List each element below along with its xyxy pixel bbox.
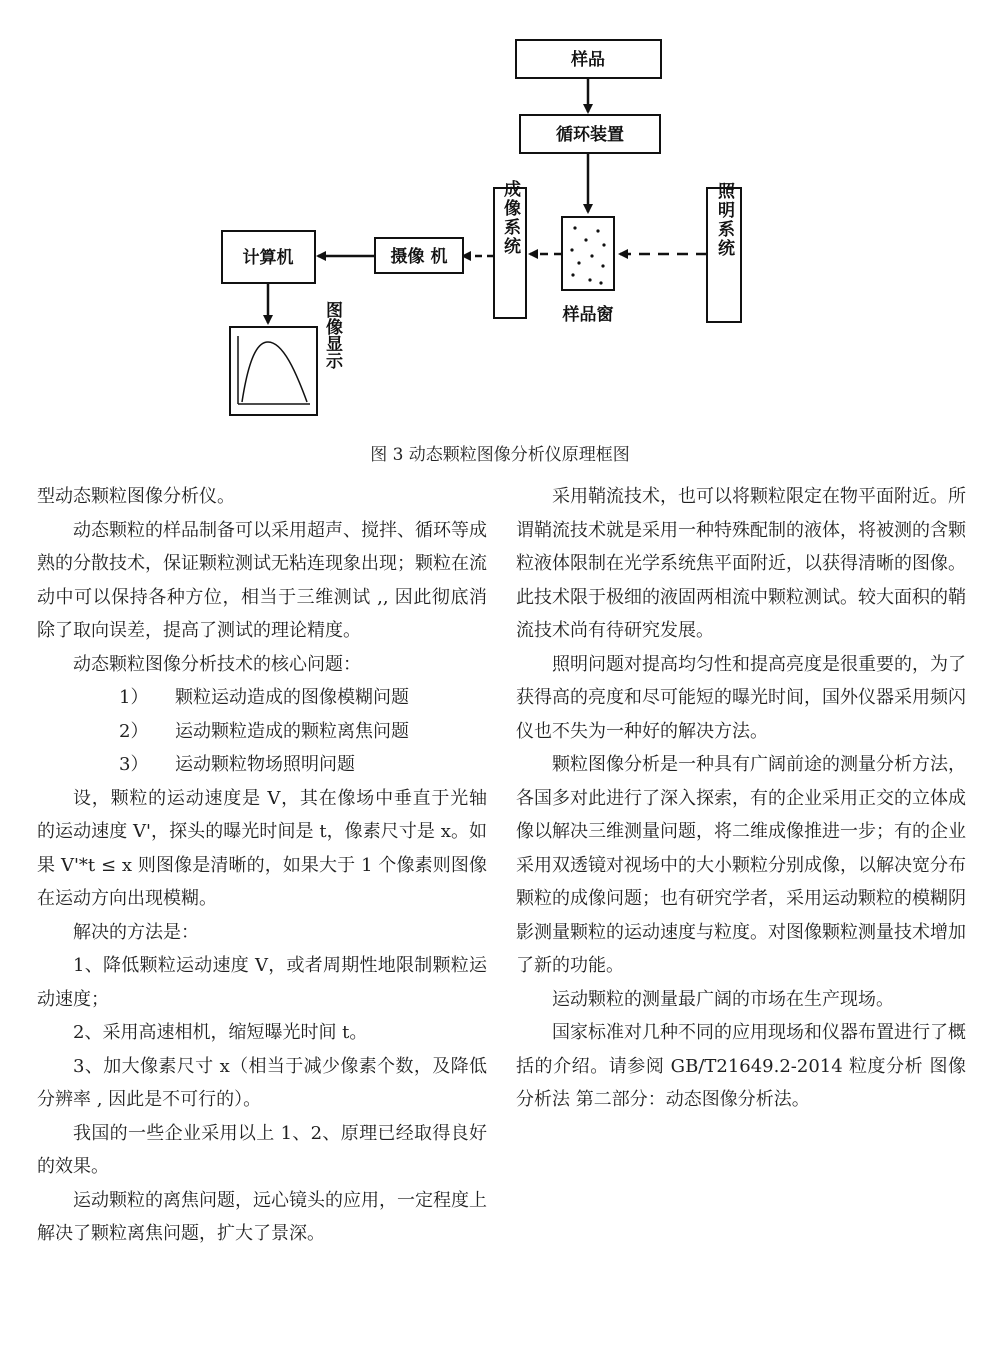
paragraph: 动态颗粒图像分析技术的核心问题：: [73, 653, 361, 675]
display-box: [230, 327, 317, 415]
paragraph: 采用鞘流技术，也可以将颗粒限定在物平面附近。所谓鞘流技术就是采用一种特殊配制的液体，将被测的含颗粒液体限制在光学系统焦平面附近，以获得清晰的图像。此技术限于极细的液固两相流中颗粒测试。较大面积的鞘流技术尚有待研究发展。: [516, 486, 966, 641]
camera-label: 摄像 机: [390, 247, 448, 267]
paragraph: 我国的一些企业采用以上 1、2、原理已经取得良好的效果。: [37, 1122, 487, 1177]
paragraph: 2、采用高速相机，缩短曝光时间 t。: [73, 1022, 368, 1043]
paragraph: 3、加大像素尺寸 x（相当于减少像素个数，及降低分辨率 , 因此是不可行的）。: [37, 1055, 487, 1110]
list-text: 运动颗粒造成的颗粒离焦问题: [175, 720, 409, 742]
list-item: [37, 681, 487, 715]
principle-block-diagram: [0, 0, 1000, 440]
paragraph: 设，颗粒的运动速度是 V，其在像场中垂直于光轴的运动速度 V'，探头的曝光时间是 t，像素尺寸是 x。如果 V'*t ≤ x 则图像是清晰的，如果大于 1 个像素则图像在运动方向出现模糊。: [37, 787, 487, 909]
imaging-system-label: 成像系统: [500, 180, 520, 256]
list-text: 运动颗粒物场照明问题: [175, 754, 355, 775]
paragraph: 国家标准对几种不同的应用现场和仪器布置进行了概括的介绍。请参阅 GB/T21649.2-2014 粒度分析 图像分析法 第二部分：动态图像分析法。: [516, 1022, 966, 1110]
left-column: [37, 480, 487, 1251]
paragraph: 型动态颗粒图像分析仪。: [37, 486, 235, 507]
list-number: 1）: [119, 687, 149, 708]
list-item: [37, 715, 487, 749]
list-number: 3）: [119, 754, 149, 775]
sample-window-box: [562, 217, 614, 290]
circulation-label: 循环装置: [556, 125, 624, 145]
computer-label: 计算机: [242, 248, 294, 268]
figure-caption: 图 3 动态颗粒图像分析仪原理框图: [370, 445, 630, 465]
list-text: 颗粒运动造成的图像模糊问题: [175, 687, 409, 708]
paragraph: 解决的方法是：: [73, 921, 199, 943]
list-item: [37, 748, 487, 782]
paragraph: 运动颗粒的离焦问题，远心镜头的应用，一定程度上解决了颗粒离焦问题，扩大了景深。: [37, 1189, 487, 1244]
paragraph: 照明问题对提高均匀性和提高亮度是很重要的，为了获得高的亮度和尽可能短的曝光时间，国外仪器采用频闪仪也不失为一种好的解决方法。: [516, 653, 966, 742]
paragraph: 1、降低颗粒运动速度 V，或者周期性地限制颗粒运动速度；: [37, 955, 487, 1010]
display-label: 图像显示: [322, 301, 342, 369]
paragraph: 动态颗粒的样品制备可以采用超声、搅拌、循环等成熟的分散技术，保证颗粒测试无粘连现象出现；颗粒在流动中可以保持各种方位，相当于三维测试 ,, 因此彻底消除了取向误差，提高了测试的理论精度。: [37, 519, 487, 641]
lighting-system-label: 照明系统: [714, 182, 734, 258]
paragraph: 颗粒图像分析是一种具有广阔前途的测量分析方法，各国多对此进行了深入探索，有的企业采用正交的立体成像以解决三维测量问题，将二维成像推进一步；有的企业采用双透镜对视场中的大小颗粒分别成像，以解决宽分布颗粒的成像问题；也有研究学者，采用运动颗粒的模糊阴影测量颗粒的运动速度与粒度。对图像颗粒测量技术增加了新的功能。: [516, 754, 966, 976]
sample-label: 样品: [571, 50, 605, 70]
paragraph: 运动颗粒的测量最广阔的市场在生产现场。: [552, 988, 894, 1010]
sample-window-label: 样品窗: [562, 305, 614, 325]
right-column: [516, 480, 966, 1117]
list-number: 2）: [119, 720, 149, 742]
